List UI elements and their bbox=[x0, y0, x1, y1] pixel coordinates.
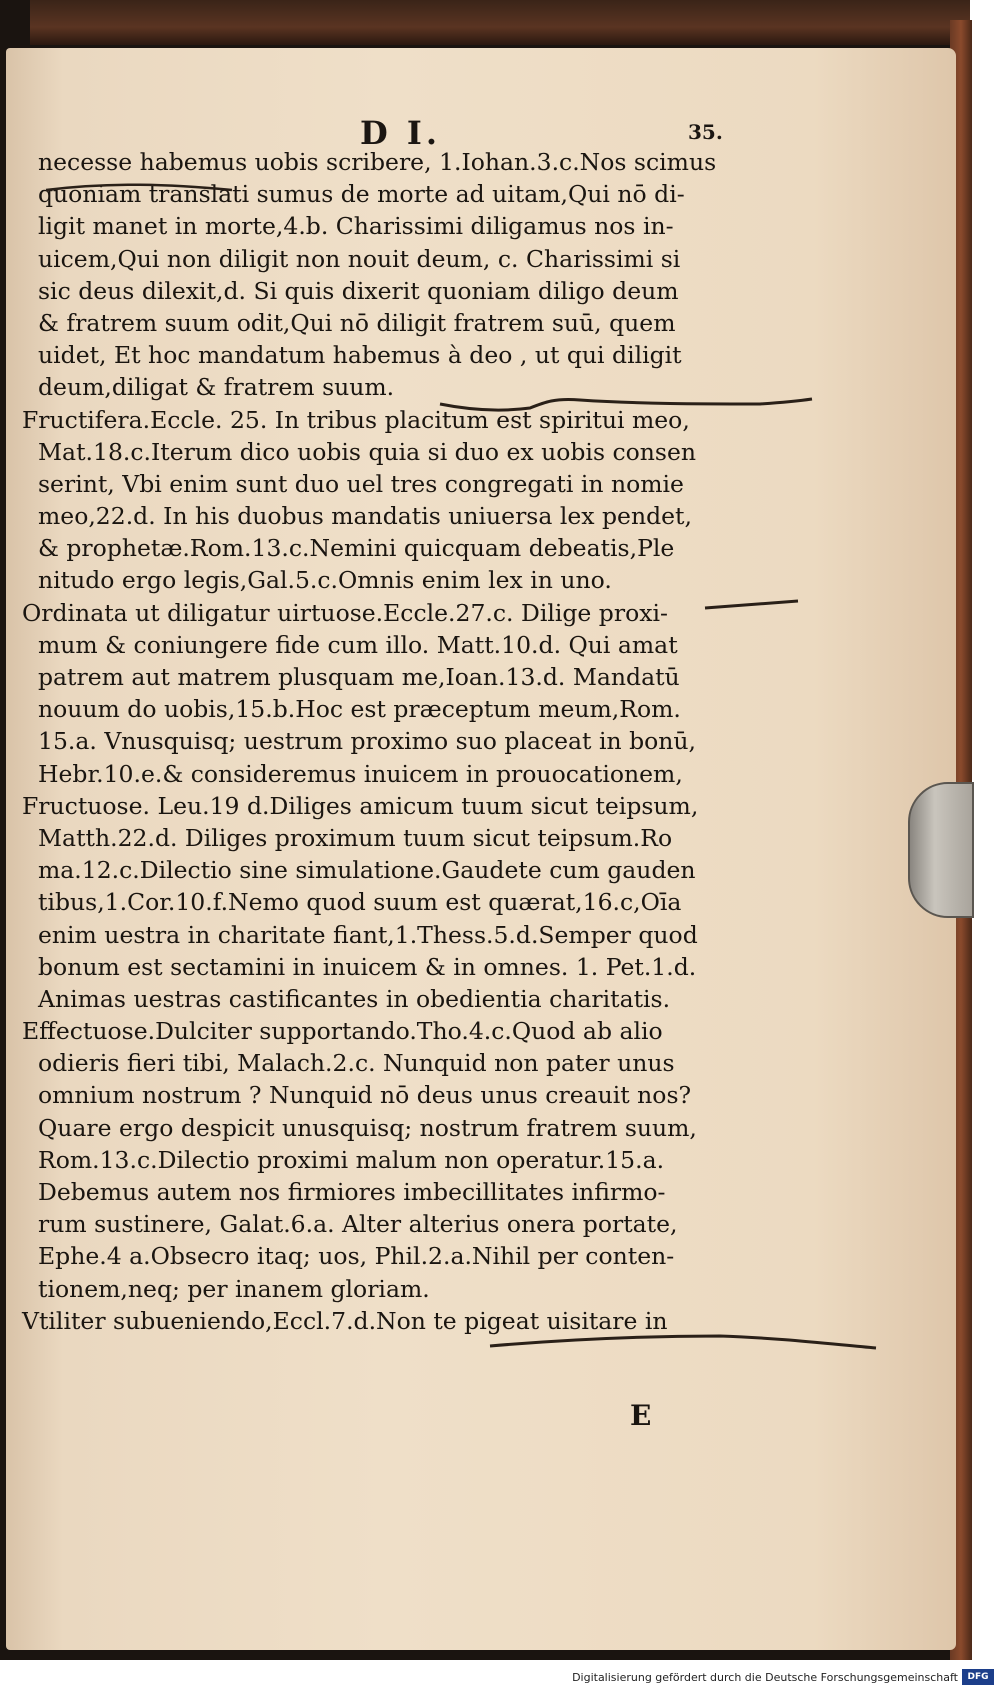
text-line: Hebr.10.e.& consideremus inuicem in prouocationem, bbox=[38, 759, 683, 788]
text-line: patrem aut matrem plusquam me,Ioan.13.d. Mandatū bbox=[38, 663, 680, 691]
text-line: deum,diligat & fratrem suum. bbox=[38, 373, 395, 402]
text-line: mum & coniungere fide cum illo. Matt.10.d. Qui amat bbox=[38, 630, 678, 659]
ink-underline-3 bbox=[490, 1336, 876, 1348]
ink-scribble-1 bbox=[46, 185, 232, 190]
text-line: tionem,neq; per inanem gloriam. bbox=[38, 1274, 430, 1303]
text-line: Mat.18.c.Iterum dico uobis quia si duo ex uobis consen bbox=[38, 437, 697, 466]
metal-page-clip bbox=[908, 782, 974, 918]
text-line: odieris fieri tibi, Malach.2.c. Nunquid non pater unus bbox=[38, 1049, 675, 1078]
text-line: Ordinata ut diligatur uirtuose.Eccle.27.c. Dilige proxi- bbox=[22, 598, 668, 627]
text-line: sic deus dilexit,d. Si quis dixerit quoniam diligo deum bbox=[38, 276, 679, 305]
funding-credit[interactable]: Digitalisierung gefördert durch die Deutsche Forschungsgemeinschaft bbox=[572, 1671, 958, 1684]
text-line: ligit manet in morte,4.b. Charissimi diligamus nos in- bbox=[38, 212, 674, 241]
text-line: Quare ergo despicit unusquisq; nostrum fratrem suum, bbox=[38, 1113, 697, 1142]
text-line: Fructifera.Eccle. 25. In tribus placitum est spiritui meo, bbox=[22, 405, 690, 434]
text-line: nitudo ergo legis,Gal.5.c.Omnis enim lex in uno. bbox=[38, 566, 612, 595]
text-line: omnium nostrum ? Nunquid nō deus unus creauit nos? bbox=[38, 1081, 692, 1110]
text-line: & fratrem suum odit,Qui nō diligit fratrem suū, quem bbox=[38, 308, 676, 337]
dfg-logo-icon[interactable]: DFG bbox=[962, 1669, 994, 1685]
text-line: Fructuose. Leu.19 d.Diliges amicum tuum sicut teipsum, bbox=[22, 791, 699, 820]
text-line: uidet, Et hoc mandatum habemus à deo , ut qui diligit bbox=[38, 341, 682, 370]
text-line: serint, Vbi enim sunt duo uel tres congregati in nomie bbox=[38, 469, 684, 498]
text-line: bonum est sectamini in inuicem & in omnes. 1. Pet.1.d. bbox=[38, 952, 697, 981]
text-line: Rom.13.c.Dilectio proximi malum non operatur.15.a. bbox=[38, 1145, 665, 1174]
digitization-footer bbox=[0, 1666, 1000, 1692]
ink-underline-1 bbox=[440, 399, 812, 410]
text-line: Debemus autem nos firmiores imbecillitates infirmo- bbox=[38, 1178, 666, 1206]
text-line: & prophetæ.Rom.13.c.Nemini quicquam debeatis,Ple bbox=[38, 534, 675, 563]
text-line: nouum do uobis,15.b.Hoc est præceptum meum,Rom. bbox=[38, 695, 681, 724]
signature-mark: D I. bbox=[360, 114, 441, 152]
text-line: quoniam translati sumus de morte ad uitam,Qui nō di- bbox=[38, 180, 685, 209]
ink-underline-2 bbox=[705, 601, 798, 608]
text-line: rum sustinere, Galat.6.a. Alter alterius onera portate, bbox=[38, 1210, 678, 1239]
text-line: 15.a. Vnusquisq; uestrum proximo suo placeat in bonū, bbox=[38, 727, 696, 756]
text-line: necesse habemus uobis scribere, 1.Iohan.3.c.Nos scimus bbox=[38, 148, 717, 176]
text-line: ma.12.c.Dilectio sine simulatione.Gaudete cum gauden bbox=[38, 856, 696, 885]
text-line: enim uestra in charitate fiant,1.Thess.5.d.Semper quod bbox=[38, 920, 698, 949]
catchword: E bbox=[630, 1399, 652, 1432]
text-line: Vtiliter subueniendo,Eccl.7.d.Non te pigeat uisitare in bbox=[22, 1306, 668, 1335]
folio-number: 35. bbox=[688, 120, 723, 144]
text-line: Animas uestras castificantes in obedientia charitatis. bbox=[38, 984, 671, 1013]
text-line: Matth.22.d. Diliges proximum tuum sicut teipsum.Ro bbox=[38, 823, 673, 852]
text-line: meo,22.d. In his duobus mandatis uniuersa lex pendet, bbox=[38, 502, 692, 531]
text-line: Ephe.4 a.Obsecro itaq; uos, Phil.2.a.Nihil per conten- bbox=[38, 1242, 675, 1271]
text-line: Effectuose.Dulciter supportando.Tho.4.c.Quod ab alio bbox=[22, 1017, 663, 1046]
text-line: tibus,1.Cor.10.f.Nemo quod suum est quærat,16.c,Oīa bbox=[38, 888, 682, 917]
text-line: uicem,Qui non diligit non nouit deum, c. Charissimi si bbox=[38, 244, 681, 273]
